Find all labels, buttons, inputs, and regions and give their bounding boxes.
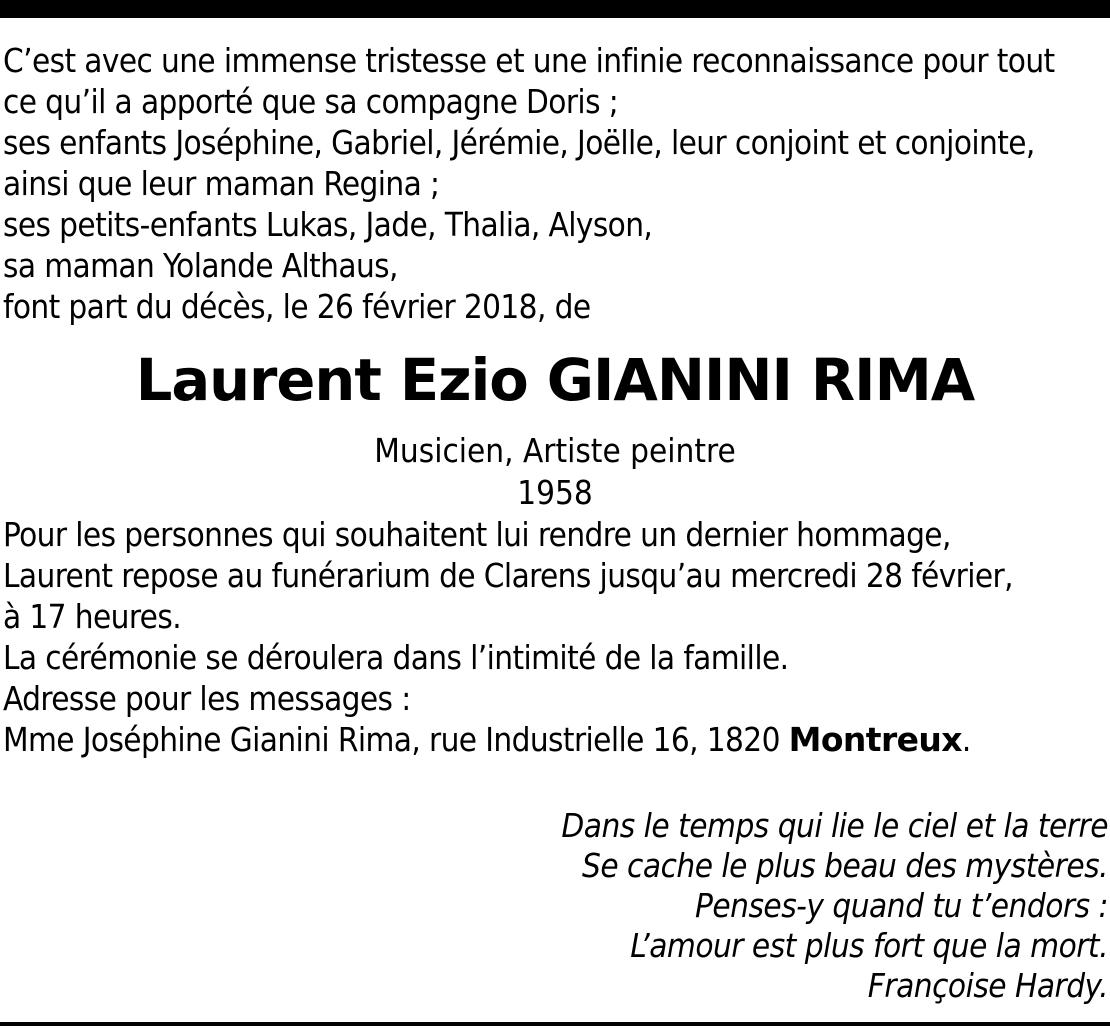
bottom-border-rule (0, 1022, 1110, 1026)
detail-line: Pour les personnes qui souhaitent lui rendre un dernier hommage, (3, 515, 951, 554)
detail-line: La cérémonie se déroulera dans l’intimité de la famille. (3, 638, 789, 677)
poem-attribution: Françoise Hardy. (867, 966, 1108, 1005)
deceased-occupation: Musicien, Artiste peintre (374, 431, 736, 470)
top-border-rule (0, 0, 1110, 18)
address-street: Mme Joséphine Gianini Rima, rue Industrielle 16, 1820 (3, 720, 789, 759)
address-period: . (961, 720, 971, 759)
intro-line: font part du décès, le 26 février 2018, de (3, 287, 591, 326)
poem-line: L’amour est plus fort que la mort. (630, 926, 1108, 965)
address-line (3, 719, 1107, 760)
detail-line: à 17 heures. (3, 597, 182, 636)
closing-poem (561, 806, 1108, 1006)
address-city: Montreux (788, 720, 962, 759)
detail-line: Laurent repose au funérarium de Clarens jusqu’au mercredi 28 février, (3, 556, 1013, 595)
deceased-name: Laurent Ezio GIANINI RIMA (135, 346, 975, 414)
poem-line: Penses-y quand tu t’endors : (694, 886, 1108, 925)
funeral-details (3, 514, 1107, 760)
intro-line: ainsi que leur maman Regina ; (3, 164, 440, 203)
birth-year: 1958 (517, 473, 593, 512)
detail-line: Adresse pour les messages : (3, 679, 411, 718)
intro-line: sa maman Yolande Althaus, (3, 246, 398, 285)
intro-line: ses petits-enfants Lukas, Jade, Thalia, Alyson, (3, 205, 653, 244)
intro-line: C’est avec une immense tristesse et une infinie reconnaissance pour tout (3, 41, 1055, 80)
intro-line: ses enfants Joséphine, Gabriel, Jérémie, Joëlle, leur conjoint et conjointe, (3, 123, 1035, 162)
announcement-intro (3, 40, 1107, 327)
poem-line: Se cache le plus beau des mystères. (582, 846, 1108, 885)
intro-line: ce qu’il a apporté que sa compagne Doris ; (3, 82, 619, 121)
poem-line: Dans le temps qui lie le ciel et la terre (561, 806, 1108, 845)
